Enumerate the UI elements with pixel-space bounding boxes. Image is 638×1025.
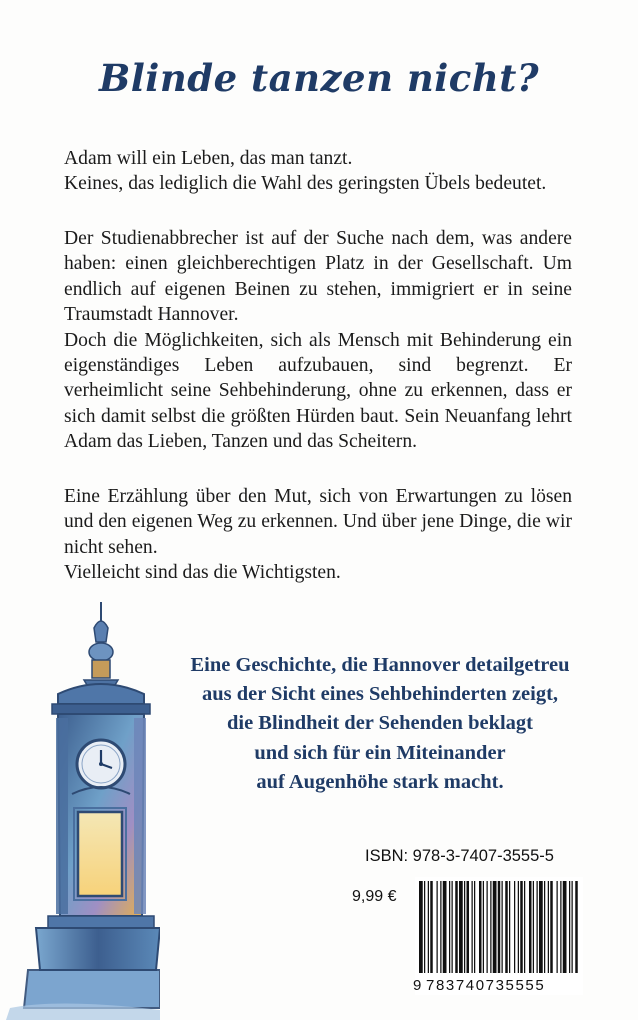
intro-line-1: Adam will ein Leben, das man tanzt. xyxy=(64,148,353,169)
barcode-bar xyxy=(518,881,519,973)
barcode-bar xyxy=(550,881,553,973)
barcode-bar xyxy=(443,881,447,973)
barcode-bar xyxy=(557,881,558,973)
barcode-bar xyxy=(419,881,423,973)
blurb-line: auf Augenhöhe stark macht. xyxy=(256,770,504,793)
blurb-line: aus der Sicht eines Sehbehinderten zeigt, xyxy=(201,683,559,706)
barcode-bar xyxy=(452,881,453,973)
blurb-line: die Blindheit der Sehenden beklagt xyxy=(226,712,534,735)
barcode-bar xyxy=(449,881,450,973)
barcode-bar xyxy=(483,881,484,973)
closing-text xyxy=(64,484,572,586)
barcode-bar xyxy=(428,881,429,973)
barcode-bar xyxy=(487,881,488,973)
blurb-line: und sich für ein Miteinander xyxy=(254,741,506,764)
barcode-bar xyxy=(539,881,543,973)
barcode-bar xyxy=(505,881,508,973)
barcode-bar xyxy=(493,881,497,973)
price-label: 9,99 € xyxy=(352,888,397,905)
barcode-bar xyxy=(533,881,534,973)
barcode-bar xyxy=(544,881,545,973)
barcode-bar xyxy=(464,881,465,973)
watercolor-clock-tower-icon xyxy=(0,598,160,1020)
blurb xyxy=(150,651,610,797)
barcode-bar xyxy=(479,881,482,973)
barcode-bar xyxy=(524,881,525,973)
barcode-bar xyxy=(563,881,567,973)
barcode-bar xyxy=(560,881,561,973)
barcode-bar xyxy=(498,881,501,973)
story-paragraph-2: Doch die Möglichkeiten, sich als Mensch mit Behinderung ein eigenständiges Leben aufzubauen, sind begrenzt. Er verheimlicht seine Sehbehinderung, ohne zu erkennen, dass er sich damit selbst die größten Hürden baut. Sein Neuanfang lehrt Adam das Lieben, Tanzen und das Scheitern. xyxy=(64,329,572,453)
barcode-bar xyxy=(437,881,438,973)
barcode-bar xyxy=(509,881,510,973)
barcode-first-digit: 9 xyxy=(413,977,422,994)
closing-paragraph-1: Eine Erzählung über den Mut, sich von Erwartungen zu lösen und den eigenen Weg zu erkennen. Und über jene Dinge, die wir nicht sehen. xyxy=(64,486,572,558)
clock-tower-illustration xyxy=(0,598,160,1025)
barcode-bar xyxy=(572,881,573,973)
barcode-bar xyxy=(520,881,523,973)
barcode-bar xyxy=(490,881,491,973)
barcode-bar xyxy=(440,881,441,973)
blurb-line: Eine Geschichte, die Hannover detailgetreu xyxy=(190,654,570,676)
intro-text xyxy=(64,146,572,197)
barcode-bar xyxy=(502,881,503,973)
barcode-digits: 783740735555 xyxy=(426,977,546,994)
intro-line-2: Keines, das lediglich die Wahl des geringsten Übels bedeutet. xyxy=(64,173,547,195)
barcode-bar xyxy=(455,881,458,973)
barcode-bar xyxy=(474,881,475,973)
story-paragraph-1: Der Studienabbrecher ist auf der Suche nach dem, was andere haben: einen gleichberechtigen Platz in der Gesellschaft. Um endlich auf eigenen Beinen zu stehen, immigriert er in seine Traumstadt Hannover. xyxy=(64,228,572,326)
barcode-bar xyxy=(548,881,549,973)
barcode-bar xyxy=(424,881,425,973)
closing-line-2: Vielleicht sind das die Wichtigsten. xyxy=(64,562,341,584)
barcode-bar xyxy=(537,881,538,973)
barcode-bar xyxy=(459,881,463,973)
isbn-label: ISBN: 978-3-7407-3555-5 xyxy=(365,847,554,865)
barcode-bar xyxy=(472,881,473,973)
book-title: Blinde tanzen nicht? xyxy=(98,56,540,100)
barcode-bar xyxy=(467,881,470,973)
barcode-bar xyxy=(430,881,433,973)
barcode-bar xyxy=(575,881,578,973)
barcode-bar xyxy=(569,881,570,973)
barcode-bar xyxy=(514,881,515,973)
barcode-bar xyxy=(529,881,532,973)
barcode-bars xyxy=(415,877,583,977)
story-text xyxy=(64,226,572,455)
